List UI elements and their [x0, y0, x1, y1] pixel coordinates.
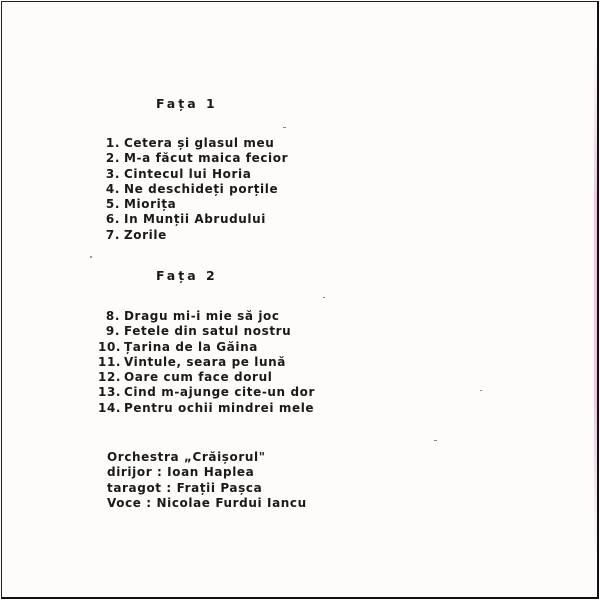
track-title: M-a făcut maica fecior [124, 151, 289, 166]
page-edge-tint [594, 40, 597, 560]
track-title: Zorile [124, 227, 167, 242]
side-2-heading: Fața 2 [156, 268, 218, 283]
side-1-tracklist [98, 136, 288, 243]
taragot-credit: taragot : Frații Pașca [107, 480, 263, 495]
orchestra-credit: Orchestra „Crăișorul" [107, 450, 266, 464]
track-title: Miorița [124, 197, 177, 212]
track-number: 8. [105, 309, 120, 323]
track-item [98, 340, 315, 355]
track-number: 13. [98, 385, 122, 400]
track-title: Ne deschideți porțile [124, 181, 279, 196]
track-item [98, 228, 288, 243]
track-item [98, 309, 315, 324]
track-title: Dragu mi-i mie să joc [124, 309, 280, 323]
print-speck [434, 440, 437, 441]
track-number: 2. [105, 151, 120, 166]
track-number: 3. [105, 166, 120, 181]
voice-credit: Voce : Nicolae Furdui Iancu [107, 495, 307, 510]
conductor-credit: dirijor : Ioan Haplea [107, 465, 255, 480]
track-title: Cintecul lui Horia [124, 166, 252, 181]
track-title: In Munții Abrudului [124, 212, 266, 227]
track-title: Țarina de la Găina [124, 339, 258, 354]
track-item [98, 197, 288, 212]
track-item [98, 182, 288, 197]
track-item [98, 212, 288, 227]
track-number: 7. [105, 227, 120, 242]
track-item [98, 324, 315, 339]
track-number: 5. [105, 197, 120, 212]
track-item [98, 151, 288, 166]
print-speck [480, 390, 482, 391]
track-number: 11. [98, 354, 122, 369]
track-item [98, 167, 288, 182]
track-item [98, 370, 315, 385]
track-title: Cetera și glasul meu [124, 136, 275, 150]
track-number: 14. [98, 400, 122, 415]
track-title: Fetele din satul nostru [124, 324, 292, 339]
track-item [98, 385, 315, 400]
track-item [98, 401, 315, 416]
track-number: 10. [98, 339, 122, 354]
print-speck [90, 256, 92, 258]
side-1-heading: Fața 1 [156, 96, 218, 111]
track-title: Cind m-ajunge cite-un dor [124, 385, 316, 400]
track-title: Vintule, seara pe lună [124, 354, 286, 369]
track-title: Pentru ochii mindrei mele [124, 400, 315, 415]
credits-block [107, 450, 307, 511]
track-number: 1. [105, 136, 120, 150]
track-number: 9. [105, 324, 120, 339]
track-number: 12. [98, 370, 122, 385]
track-item [98, 355, 315, 370]
track-number: 4. [105, 181, 120, 196]
track-title: Oare cum face dorul [124, 370, 273, 385]
side-2-tracklist [98, 309, 315, 416]
print-speck [283, 127, 286, 128]
track-item [98, 136, 288, 151]
print-speck [323, 297, 325, 298]
track-number: 6. [105, 212, 120, 227]
